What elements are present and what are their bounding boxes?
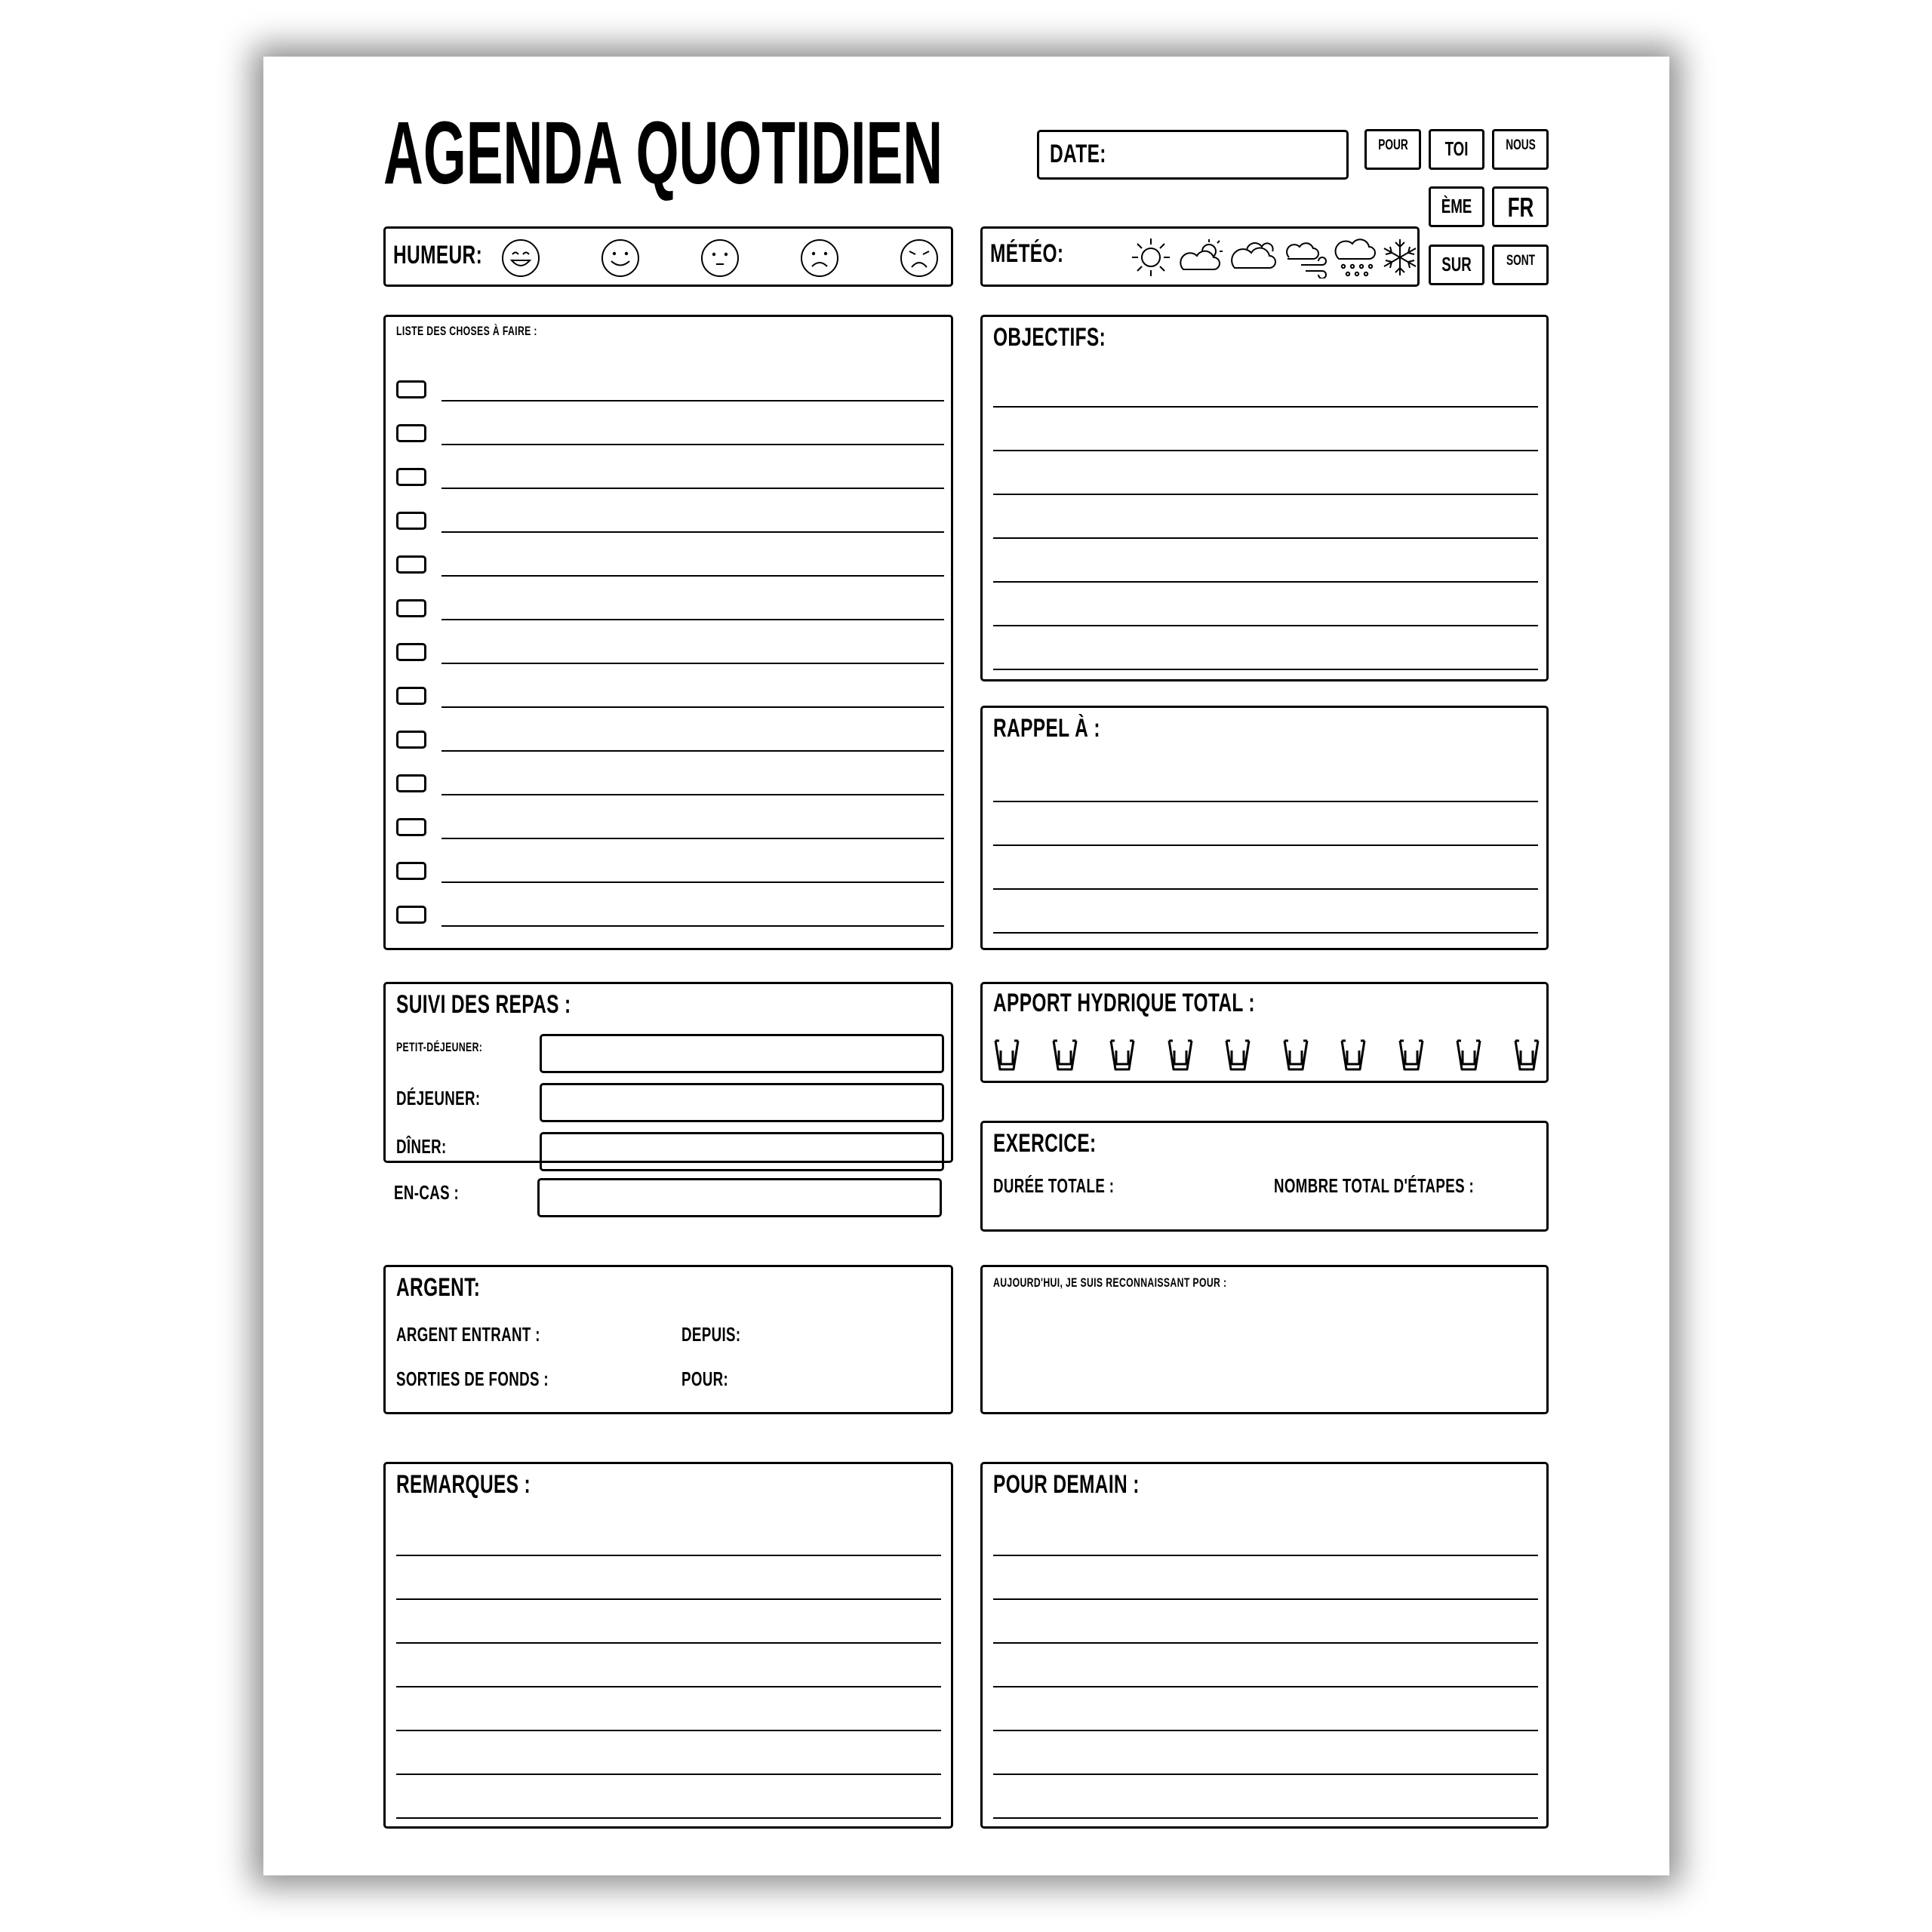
water-cup-icon[interactable]: [993, 1038, 1020, 1072]
tomorrow-line[interactable]: [993, 1686, 1538, 1687]
notes-line[interactable]: [396, 1598, 941, 1600]
notes-line[interactable]: [396, 1817, 941, 1819]
reminder-line[interactable]: [993, 888, 1538, 890]
rain-icon[interactable]: [1334, 236, 1378, 280]
snow-icon[interactable]: [1380, 236, 1420, 278]
todo-checkbox[interactable]: [396, 818, 426, 836]
day-box-pour[interactable]: POUR: [1364, 129, 1421, 170]
water-cup-icon[interactable]: [1398, 1038, 1425, 1072]
water-cup-icon[interactable]: [1340, 1038, 1367, 1072]
notes-box: [383, 1462, 953, 1829]
lunch-label: DÉJEUNER:: [396, 1087, 481, 1109]
money-in-label: ARGENT ENTRANT :: [396, 1323, 540, 1346]
goals-line[interactable]: [993, 450, 1538, 451]
planner-sheet: [263, 57, 1669, 1875]
tomorrow-line[interactable]: [993, 1555, 1538, 1556]
lunch-input[interactable]: [540, 1083, 944, 1122]
todo-line[interactable]: [441, 925, 944, 927]
todo-line[interactable]: [441, 881, 944, 883]
date-label: DATE:: [1050, 140, 1106, 168]
goals-line[interactable]: [993, 406, 1538, 408]
mood-box: [383, 226, 953, 287]
money-for-label: POUR:: [681, 1367, 729, 1390]
notes-label: REMARQUES :: [396, 1470, 531, 1499]
gratitude-box[interactable]: [980, 1265, 1549, 1414]
todo-line[interactable]: [441, 619, 944, 620]
weather-label: MÉTÉO:: [990, 239, 1064, 268]
money-label: ARGENT:: [396, 1273, 481, 1302]
todo-line[interactable]: [441, 444, 944, 445]
todo-checkbox[interactable]: [396, 906, 426, 924]
notes-line[interactable]: [396, 1686, 941, 1687]
tomorrow-line[interactable]: [993, 1817, 1538, 1819]
weather-box: [980, 226, 1420, 287]
money-box: [383, 1265, 953, 1414]
todo-checkbox[interactable]: [396, 687, 426, 705]
notes-line[interactable]: [396, 1774, 941, 1775]
todo-checkbox[interactable]: [396, 424, 426, 442]
snack-label: EN-CAS :: [394, 1181, 460, 1204]
money-out-label: SORTIES DE FONDS :: [396, 1367, 549, 1390]
day-box-sont[interactable]: SONT: [1492, 245, 1549, 285]
very-sad-face-icon[interactable]: [899, 238, 940, 278]
reminder-box: [980, 706, 1549, 950]
todo-checkbox[interactable]: [396, 468, 426, 486]
day-box-toi[interactable]: TOI: [1429, 129, 1484, 170]
goals-line[interactable]: [993, 625, 1538, 626]
goals-label: OBJECTIFS:: [993, 323, 1106, 352]
notes-line[interactable]: [396, 1555, 941, 1556]
todo-line[interactable]: [441, 663, 944, 664]
todo-label: LISTE DES CHOSES À FAIRE :: [396, 324, 537, 338]
todo-line[interactable]: [441, 575, 944, 577]
tomorrow-line[interactable]: [993, 1730, 1538, 1731]
page-title: AGENDA QUOTIDIEN: [383, 103, 943, 203]
exercise-steps-label: NOMBRE TOTAL D'ÉTAPES :: [1274, 1174, 1475, 1197]
mood-label: HUMEUR:: [393, 241, 483, 269]
goals-line[interactable]: [993, 581, 1538, 583]
meals-box: [383, 982, 953, 1163]
water-cup-icon[interactable]: [1051, 1038, 1078, 1072]
gratitude-label: AUJOURD'HUI, JE SUIS RECONNAISSANT POUR :: [993, 1275, 1227, 1290]
todo-line[interactable]: [441, 750, 944, 752]
tomorrow-line[interactable]: [993, 1598, 1538, 1600]
goals-line[interactable]: [993, 537, 1538, 539]
date-field[interactable]: [1037, 130, 1349, 180]
happy-face-icon[interactable]: [600, 238, 641, 278]
todo-line[interactable]: [441, 706, 944, 708]
money-from-label: DEPUIS:: [681, 1323, 741, 1346]
goals-line[interactable]: [993, 494, 1538, 495]
water-cup-icon[interactable]: [1513, 1038, 1540, 1072]
very-happy-face-icon[interactable]: [500, 238, 541, 278]
todo-checkbox[interactable]: [396, 774, 426, 792]
todo-checkbox[interactable]: [396, 731, 426, 749]
partly-cloudy-icon[interactable]: [1177, 236, 1226, 278]
water-cup-icon[interactable]: [1282, 1038, 1309, 1072]
sad-face-icon[interactable]: [799, 238, 840, 278]
todo-checkbox[interactable]: [396, 555, 426, 574]
exercise-duration-label: DURÉE TOTALE :: [993, 1174, 1115, 1197]
windy-icon[interactable]: [1283, 236, 1331, 278]
snack-input[interactable]: [537, 1178, 942, 1217]
day-box-fr[interactable]: FR: [1492, 186, 1549, 227]
day-box-sur[interactable]: SUR: [1429, 245, 1484, 285]
reminder-label: RAPPEL À :: [993, 714, 1100, 743]
tomorrow-line[interactable]: [993, 1642, 1538, 1644]
neutral-face-icon[interactable]: [700, 238, 740, 278]
todo-checkbox[interactable]: [396, 380, 426, 398]
todo-checkbox[interactable]: [396, 862, 426, 880]
breakfast-input[interactable]: [540, 1034, 944, 1073]
tomorrow-box: [980, 1462, 1549, 1829]
todo-line[interactable]: [441, 838, 944, 839]
breakfast-label: PETIT-DÉJEUNER:: [396, 1040, 483, 1054]
todo-box: [383, 315, 953, 950]
tomorrow-label: POUR DEMAIN :: [993, 1470, 1140, 1499]
reminder-line[interactable]: [993, 801, 1538, 802]
todo-checkbox[interactable]: [396, 599, 426, 617]
reminder-line[interactable]: [993, 844, 1538, 846]
dinner-label: DÎNER:: [396, 1135, 447, 1158]
todo-checkbox[interactable]: [396, 512, 426, 530]
todo-line[interactable]: [441, 488, 944, 489]
meals-label: SUIVI DES REPAS :: [396, 990, 571, 1019]
water-cup-icon[interactable]: [1109, 1038, 1136, 1072]
goals-line[interactable]: [993, 669, 1538, 670]
reminder-line[interactable]: [993, 932, 1538, 934]
water-cup-icon[interactable]: [1167, 1038, 1194, 1072]
notes-line[interactable]: [396, 1730, 941, 1731]
water-box: [980, 982, 1549, 1083]
exercise-label: EXERCICE:: [993, 1129, 1097, 1158]
todo-line[interactable]: [441, 400, 944, 401]
water-label: APPORT HYDRIQUE TOTAL :: [993, 989, 1255, 1017]
cloudy-icon[interactable]: [1230, 236, 1278, 278]
water-cup-icon[interactable]: [1455, 1038, 1482, 1072]
day-box-eme[interactable]: ÈME: [1429, 186, 1484, 227]
exercise-box: [980, 1121, 1549, 1232]
tomorrow-line[interactable]: [993, 1774, 1538, 1775]
day-box-nous[interactable]: NOUS: [1492, 129, 1549, 170]
notes-line[interactable]: [396, 1642, 941, 1644]
todo-checkbox[interactable]: [396, 643, 426, 661]
dinner-input[interactable]: [540, 1132, 944, 1171]
goals-box: [980, 315, 1549, 681]
sun-icon[interactable]: [1130, 236, 1172, 278]
todo-line[interactable]: [441, 794, 944, 795]
water-cup-icon[interactable]: [1224, 1038, 1251, 1072]
todo-line[interactable]: [441, 531, 944, 533]
